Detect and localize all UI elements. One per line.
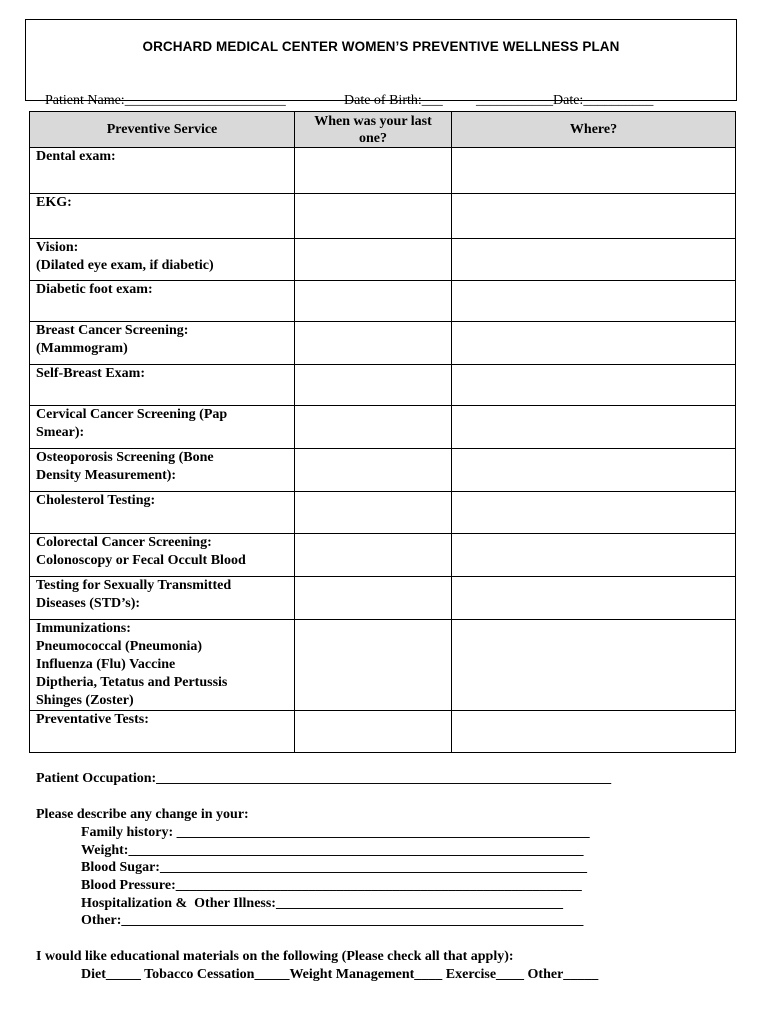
date-field[interactable]: ___________Date:__________: [476, 93, 654, 108]
last-date-cell[interactable]: [295, 449, 452, 492]
last-date-cell[interactable]: [295, 239, 452, 281]
where-cell[interactable]: [452, 194, 736, 239]
last-date-cell[interactable]: [295, 194, 452, 239]
service-cell: [30, 239, 295, 281]
table-row: [30, 620, 736, 711]
header-box: [25, 19, 737, 108]
table-row: [30, 322, 736, 365]
last-date-cell[interactable]: [295, 406, 452, 449]
table-row: [30, 239, 736, 281]
service-label: Dental exam:: [36, 149, 116, 164]
table-row: [30, 577, 736, 620]
service-label: Colorectal Cancer Screening: Colonoscopy or Fecal Occult Blood: [36, 535, 246, 568]
where-cell[interactable]: [452, 620, 736, 711]
column-header-where: Where?: [452, 112, 736, 148]
last-date-cell[interactable]: [295, 365, 452, 406]
last-date-cell[interactable]: [295, 534, 452, 577]
column-header-service: Preventive Service: [30, 112, 295, 148]
service-label: Cervical Cancer Screening (Pap Smear):: [36, 407, 228, 440]
page-title: ORCHARD MEDICAL CENTER WOMEN’S PREVENTIVE WELLNESS PLAN: [142, 39, 620, 54]
service-cell: [30, 194, 295, 239]
service-subitem: Pneumococcal (Pneumonia): [36, 639, 203, 654]
where-cell[interactable]: [452, 534, 736, 577]
change-prompt: Please describe any change in your:: [36, 807, 249, 822]
service-cell: [30, 148, 295, 194]
where-cell[interactable]: [452, 449, 736, 492]
service-cell: [30, 711, 295, 753]
services-table: [29, 111, 736, 753]
where-cell[interactable]: [452, 492, 736, 534]
service-cell: [30, 534, 295, 577]
column-header-last: When was your last one?: [295, 112, 452, 148]
service-label: Immunizations:: [36, 621, 131, 636]
service-cell: [30, 365, 295, 406]
table-header-row: [30, 112, 736, 148]
education-options[interactable]: Diet_____ Tobacco Cessation_____Weight Management____ Exercise____ Other_____: [81, 967, 599, 982]
date-of-birth-field[interactable]: Date of Birth:___: [344, 93, 443, 108]
service-label: Diabetic foot exam:: [36, 282, 153, 297]
blood-pressure-field[interactable]: Blood Pressure:__________________________________________________________: [81, 878, 582, 893]
service-label: EKG:: [36, 195, 72, 210]
where-cell[interactable]: [452, 281, 736, 322]
table-row: [30, 365, 736, 406]
table-row: [30, 148, 736, 194]
where-cell[interactable]: [452, 239, 736, 281]
where-cell[interactable]: [452, 322, 736, 365]
service-label: Preventative Tests:: [36, 712, 149, 727]
where-cell[interactable]: [452, 406, 736, 449]
service-cell: [30, 281, 295, 322]
table-row: [30, 406, 736, 449]
service-label: Cholesterol Testing:: [36, 493, 156, 508]
last-date-cell[interactable]: [295, 492, 452, 534]
service-cell: [30, 406, 295, 449]
table-row: [30, 281, 736, 322]
weight-field[interactable]: Weight:_________________________________________________________________: [81, 843, 584, 858]
service-subitem: Diptheria, Tetatus and Pertussis: [36, 675, 228, 690]
service-subitem: Influenza (Flu) Vaccine: [36, 657, 176, 672]
service-cell: [30, 322, 295, 365]
last-date-cell[interactable]: [295, 148, 452, 194]
service-cell: [30, 449, 295, 492]
table-row: [30, 534, 736, 577]
blood-sugar-field[interactable]: Blood Sugar:_____________________________________________________________: [81, 860, 587, 875]
service-cell: [30, 577, 295, 620]
where-cell[interactable]: [452, 577, 736, 620]
service-label: Vision: (Dilated eye exam, if diabetic): [36, 240, 214, 273]
other-field[interactable]: Other:__________________________________________________________________: [81, 913, 584, 928]
where-cell[interactable]: [452, 711, 736, 753]
service-label: Self-Breast Exam:: [36, 366, 145, 381]
service-label: Breast Cancer Screening: (Mammogram): [36, 323, 189, 356]
last-date-cell[interactable]: [295, 620, 452, 711]
patient-name-field[interactable]: Patient Name:_______________________: [45, 93, 286, 108]
service-cell: [30, 492, 295, 534]
where-cell[interactable]: [452, 365, 736, 406]
service-label: Testing for Sexually Transmitted Diseases (STD’s):: [36, 578, 232, 611]
table-row: [30, 711, 736, 753]
table-row: [30, 449, 736, 492]
service-subitem: Shinges (Zoster): [36, 693, 134, 708]
last-date-cell[interactable]: [295, 322, 452, 365]
education-prompt: I would like educational materials on the following (Please check all that apply):: [36, 949, 514, 964]
family-history-field[interactable]: Family history: ___________________________________________________________: [81, 825, 590, 840]
service-label: Osteoporosis Screening (Bone Density Measurement):: [36, 450, 214, 483]
hospitalization-field[interactable]: Hospitalization & Other Illness:_________________________________________: [81, 896, 563, 911]
last-date-cell[interactable]: [295, 577, 452, 620]
last-date-cell[interactable]: [295, 281, 452, 322]
table-row: [30, 194, 736, 239]
last-date-cell[interactable]: [295, 711, 452, 753]
table-row: [30, 492, 736, 534]
patient-occupation-field[interactable]: Patient Occupation:_________________________________________________________________: [36, 771, 612, 786]
where-cell[interactable]: [452, 148, 736, 194]
service-cell: [30, 620, 295, 711]
